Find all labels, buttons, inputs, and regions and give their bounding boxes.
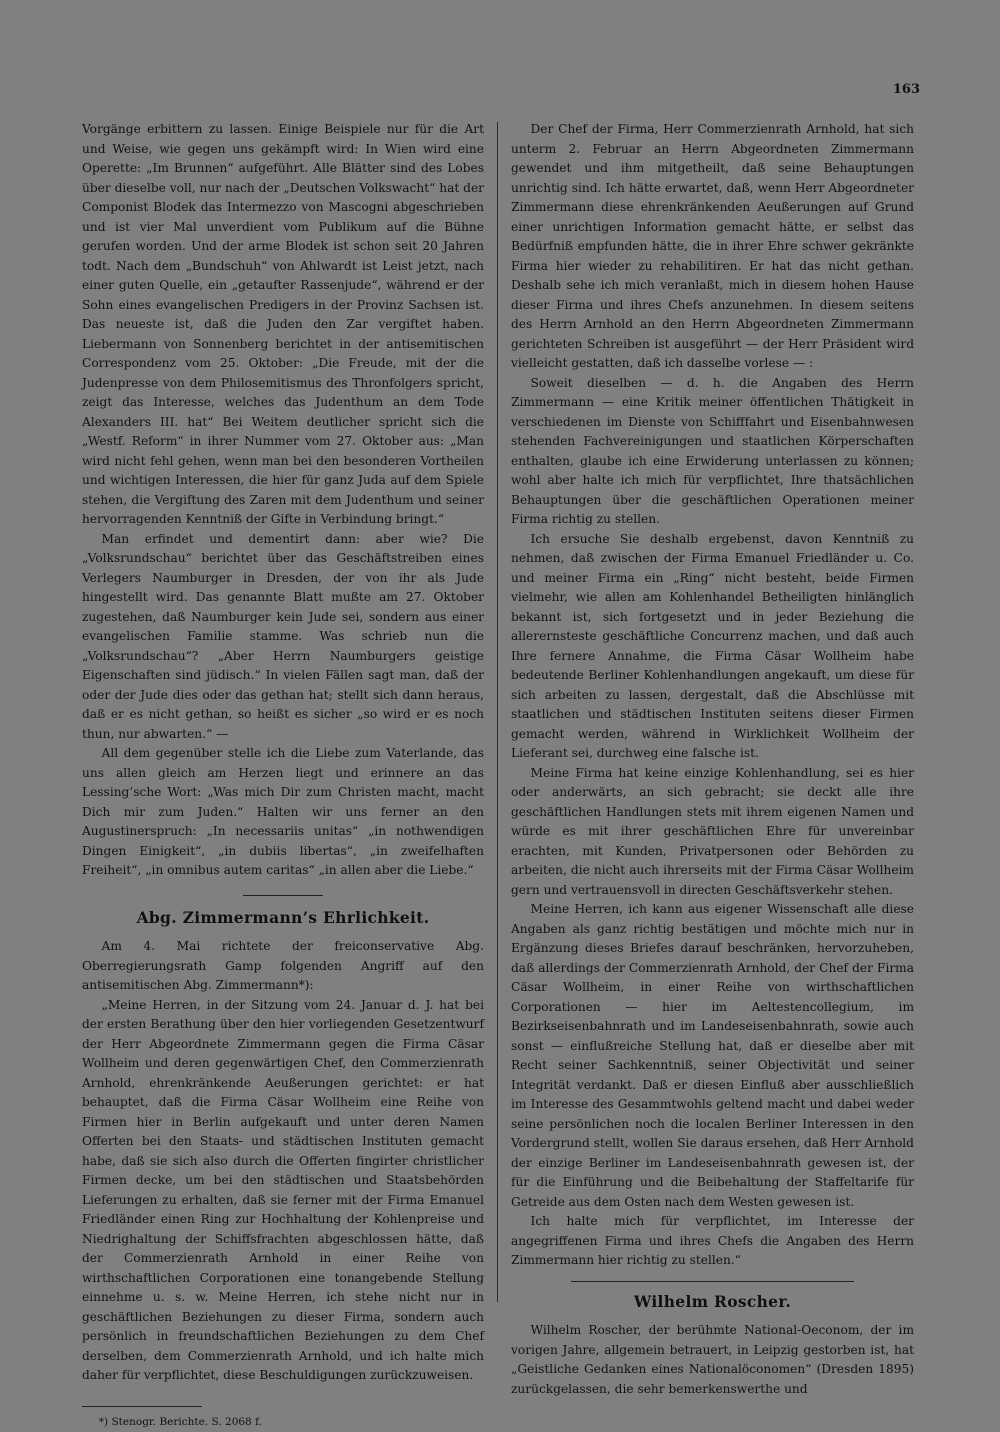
right-column [511,120,914,1399]
column-divider [497,122,498,1302]
section-heading: Wilhelm Roscher. [571,1281,853,1312]
paragraph: All dem gegenüber stelle ich die Liebe zum Vaterlande, das uns allen gleich am Herzen liegt und erinnere an das Lessing’sche Wort: „Was mich Dir zum Christen macht, macht Dich mir zum Juden.“ Halten wir uns ferner an den Augustinerspruch: „In necessariis unitas“ „in nothwendigen Dingen Einigkeit“, „in dubiis libertas“, „in zweifelhaften Freiheit“, „in omnibus autem caritas“ „in allen aber die Liebe.“ [82,744,484,881]
paragraph: Vorgänge erbittern zu lassen. Einige Beispiele nur für die Art und Weise, wie gegen uns gekämpft wird: In Wien wird eine Operette: „Im Brunnen“ aufgeführt. Alle Blätter sind des Lobes über dieselbe voll, nur nach der „Deutschen Volkswacht“ hat der Componist Blodek das Intermezzo von Mascogni abgeschrieben und ist vier Mal unverdient vom Publikum auf die Bühne gerufen worden. Und der arme Blodek ist schon seit 20 Jahren todt. Nach dem „Bundschuh“ von Ahlwardt ist Leist jetzt, nach einer guten Quelle, ein „getaufter Rassenjude“, während er der Sohn eines evangelischen Predigers in der Provinz Sachsen ist. Das neueste ist, daß die Juden den Zar vergiftet haben. Liebermann von Sonnenberg berichtet in der antisemitischen Correspondenz vom 25. Oktober: „Die Freude, mit der die Judenpresse von dem Philosemitismus des Thronfolgers spricht, zeigt das Interesse, welches das Judenthum an dem Tode Alexanders III. hat“ Bei Weitem deutlicher spricht sich die „Westf. Reform“ in ihrer Nummer vom 27. Oktober aus: „Man wird nicht fehl gehen, wenn man bei den besonderen Vortheilen und wichtigen Interessen, die hier für ganz Juda auf dem Spiele stehen, die Vergiftung des Zaren mit dem Judenthum und seiner hervorragenden Kenntniß der Gifte in Verbindung bringt.“ [82,120,484,530]
section-heading: Abg. Zimmermann’s Ehrlichkeit. [82,908,484,928]
paragraph: Der Chef der Firma, Herr Commerzienrath Arnhold, hat sich unterm 2. Februar an Herrn Abgeordneten Zimmermann gewendet und ihm mitgetheilt, daß seine Behauptungen unrichtig sind. Ich hätte erwartet, daß, wenn Herr Abgeordneter Zimmermann diese ehrenkränkenden Aeußerungen auf Grund einer unrichtigen Information gemacht hätte, er selbst das Bedürfniß empfunden hätte, die in ihrer Ehre schwer gekränkte Firma hier wieder zu rehabilitiren. Er hat das nicht gethan. Deshalb sehe ich mich veranlaßt, mich in diesem hohen Hause dieser Firma und ihres Chefs anzunehmen. In diesem seitens des Herrn Arnhold an den Herrn Abgeordneten Zimmermann gerichteten Schreiben ist ausgeführt — der Herr Präsident wird vielleicht gestatten, daß ich dasselbe vorlese — : [511,120,914,374]
section-divider [243,895,323,896]
paragraph: Meine Herren, ich kann aus eigener Wissenschaft alle diese Angaben als ganz richtig bestätigen und möchte mich nur in Ergänzung dieses Briefes darauf beschränken, hervorzuheben, daß allerdings der Commerzienrath Arnhold, der Chef der Firma Cäsar Wollheim, in einer Reihe von wirthschaftlichen Corporationen — hier im Aeltestencollegium, im Bezirkseisenbahnrath und im Landeseisenbahnrath, sowie auch sonst — einflußreiche Stellung hat, daß er dieselbe aber mit Recht seiner Sachkenntniß, seiner Objectivität und seiner Integrität verdankt. Daß er diesen Einfluß aber ausschließlich im Interesse des Gesammtwohls geltend macht und dabei weder seine persönlichen noch die localen Berliner Interessen in den Vordergrund stellt, wollen Sie daraus ersehen, daß Herr Arnhold der einzige Berliner im Landeseisenbahnrath gewesen ist, der für die Einführung und die Beibehaltung der Staffeltarife für Getreide aus dem Osten nach dem Westen gewesen ist. [511,900,914,1212]
paragraph: Wilhelm Roscher, der berühmte National-Oeconom, der im vorigen Jahre, allgemein betrauert, in Leipzig gestorben ist, hat „Geistliche Gedanken eines Nationalöconomen“ (Dresden 1895) zurückgelassen, die sehr bemerkenswerthe und [511,1321,914,1399]
page-number: 163 [893,82,920,97]
paragraph: Man erfindet und dementirt dann: aber wie? Die „Volksrundschau“ berichtet über das Geschäftstreiben eines Verlegers Naumburger in Dresden, der von ihr als Jude hingestellt wird. Das genannte Blatt mußte am 27. Oktober zugestehen, daß Naumburger kein Jude sei, sondern aus einer evangelischen Familie stamme. Was schrieb nun die „Volksrundschau“? „Aber Herrn Naumburgers geistige Eigenschaften sind jüdisch.“ In vielen Fällen sagt man, daß der oder der Jude dies oder das gethan hat; stellt sich dann heraus, daß er es nicht gethan, so heißt es sicher „so wird er es noch thun, nur abwarten.“ — [82,530,484,745]
paragraph: Meine Firma hat keine einzige Kohlenhandlung, sei es hier oder anderwärts, an sich gebracht; sie deckt alle ihre geschäftlichen Handlungen stets mit ihrem eigenen Namen und würde es mit ihrer geschäftlichen Ehre für unvereinbar erachten, mit Kunden, Privatpersonen oder Behörden zu arbeiten, die nicht auch ihrerseits mit der Firma Cäsar Wollheim gern und vertrauensvoll in directen Geschäftsverkehr stehen. [511,764,914,901]
paragraph: Ich ersuche Sie deshalb ergebenst, davon Kenntniß zu nehmen, daß zwischen der Firma Emanuel Friedländer u. Co. und meiner Firma ein „Ring“ nicht besteht, beide Firmen vielmehr, wie allen am Kohlenhandel Betheiligten hinlänglich bekannt ist, sich fortgesetzt und in jeder Beziehung die allerernsteste geschäftliche Concurrenz machen, und daß auch Ihre fernere Annahme, die Firma Cäsar Wollheim habe bedeutende Berliner Kohlenhandlungen angekauft, um diese für sich arbeiten zu lassen, dergestalt, daß die Abschlüsse mit staatlichen und städtischen Instituten seitens dieser Firmen gemacht werden, während in Wirklichkeit Wollheim der Lieferant sei, durchweg eine falsche ist. [511,530,914,764]
paragraph: Ich halte mich für verpflichtet, im Interesse der angegriffenen Firma und ihres Chefs die Angaben des Herrn Zimmermann hier richtig zu stellen.“ [511,1212,914,1271]
left-column [82,120,484,1432]
paragraph: „Meine Herren, in der Sitzung vom 24. Januar d. J. hat bei der ersten Berathung über den hier vorliegenden Gesetzentwurf der Herr Abgeordnete Zimmermann gegen die Firma Cäsar Wollheim und deren gegenwärtigen Chef, den Commerzienrath Arnhold, ehrenkränkende Aeußerungen gerichtet: er hat behauptet, daß die Firma Cäsar Wollheim eine Reihe von Firmen hier in Berlin aufgekauft und unter deren Namen Offerten bei den Staats- und städtischen Instituten gemacht habe, daß sie sich also durch die Offerten fingirter christlicher Firmen decke, um bei den städtischen und Staatsbehörden Lieferungen zu erhalten, daß sie ferner mit der Firma Emanuel Friedländer einen Ring zur Hochhaltung der Kohlenpreise und Niedrighaltung der Schiffsfrachten abgeschlossen hätte, daß der Commerzienrath Arnhold in einer Reihe von wirthschaftlichen Corporationen eine tonangebende Stellung einnehme u. s. w. Meine Herren, ich stehe nicht nur in geschäftlichen Beziehungen zu dieser Firma, sondern auch persönlich in freundschaftlichen Beziehungen zu dem Chef derselben, dem Commerzienrath Arnhold, und ich halte mich daher für verpflichtet, diese Beschuldigungen zurückzuweisen. [82,996,484,1386]
paragraph: Soweit dieselben — d. h. die Angaben des Herrn Zimmermann — eine Kritik meiner öffentlichen Thätigkeit in verschiedenen im Dienste von Schifffahrt und Eisenbahnwesen stehenden Fachvereinigungen und staatlichen Körperschaften enthalten, glaube ich eine Erwiderung unterlassen zu können; wohl aber halte ich mich für verpflichtet, Ihre thatsächlichen Behauptungen über die geschäftlichen Operationen meiner Firma richtig zu stellen. [511,374,914,530]
footnote: *) Stenogr. Berichte. S. 2068 f. [82,1413,484,1432]
footnote-divider [82,1406,202,1407]
paragraph: Am 4. Mai richtete der freiconservative Abg. Oberregierungsrath Gamp folgenden Angriff auf den antisemitischen Abg. Zimmermann*): [82,937,484,996]
